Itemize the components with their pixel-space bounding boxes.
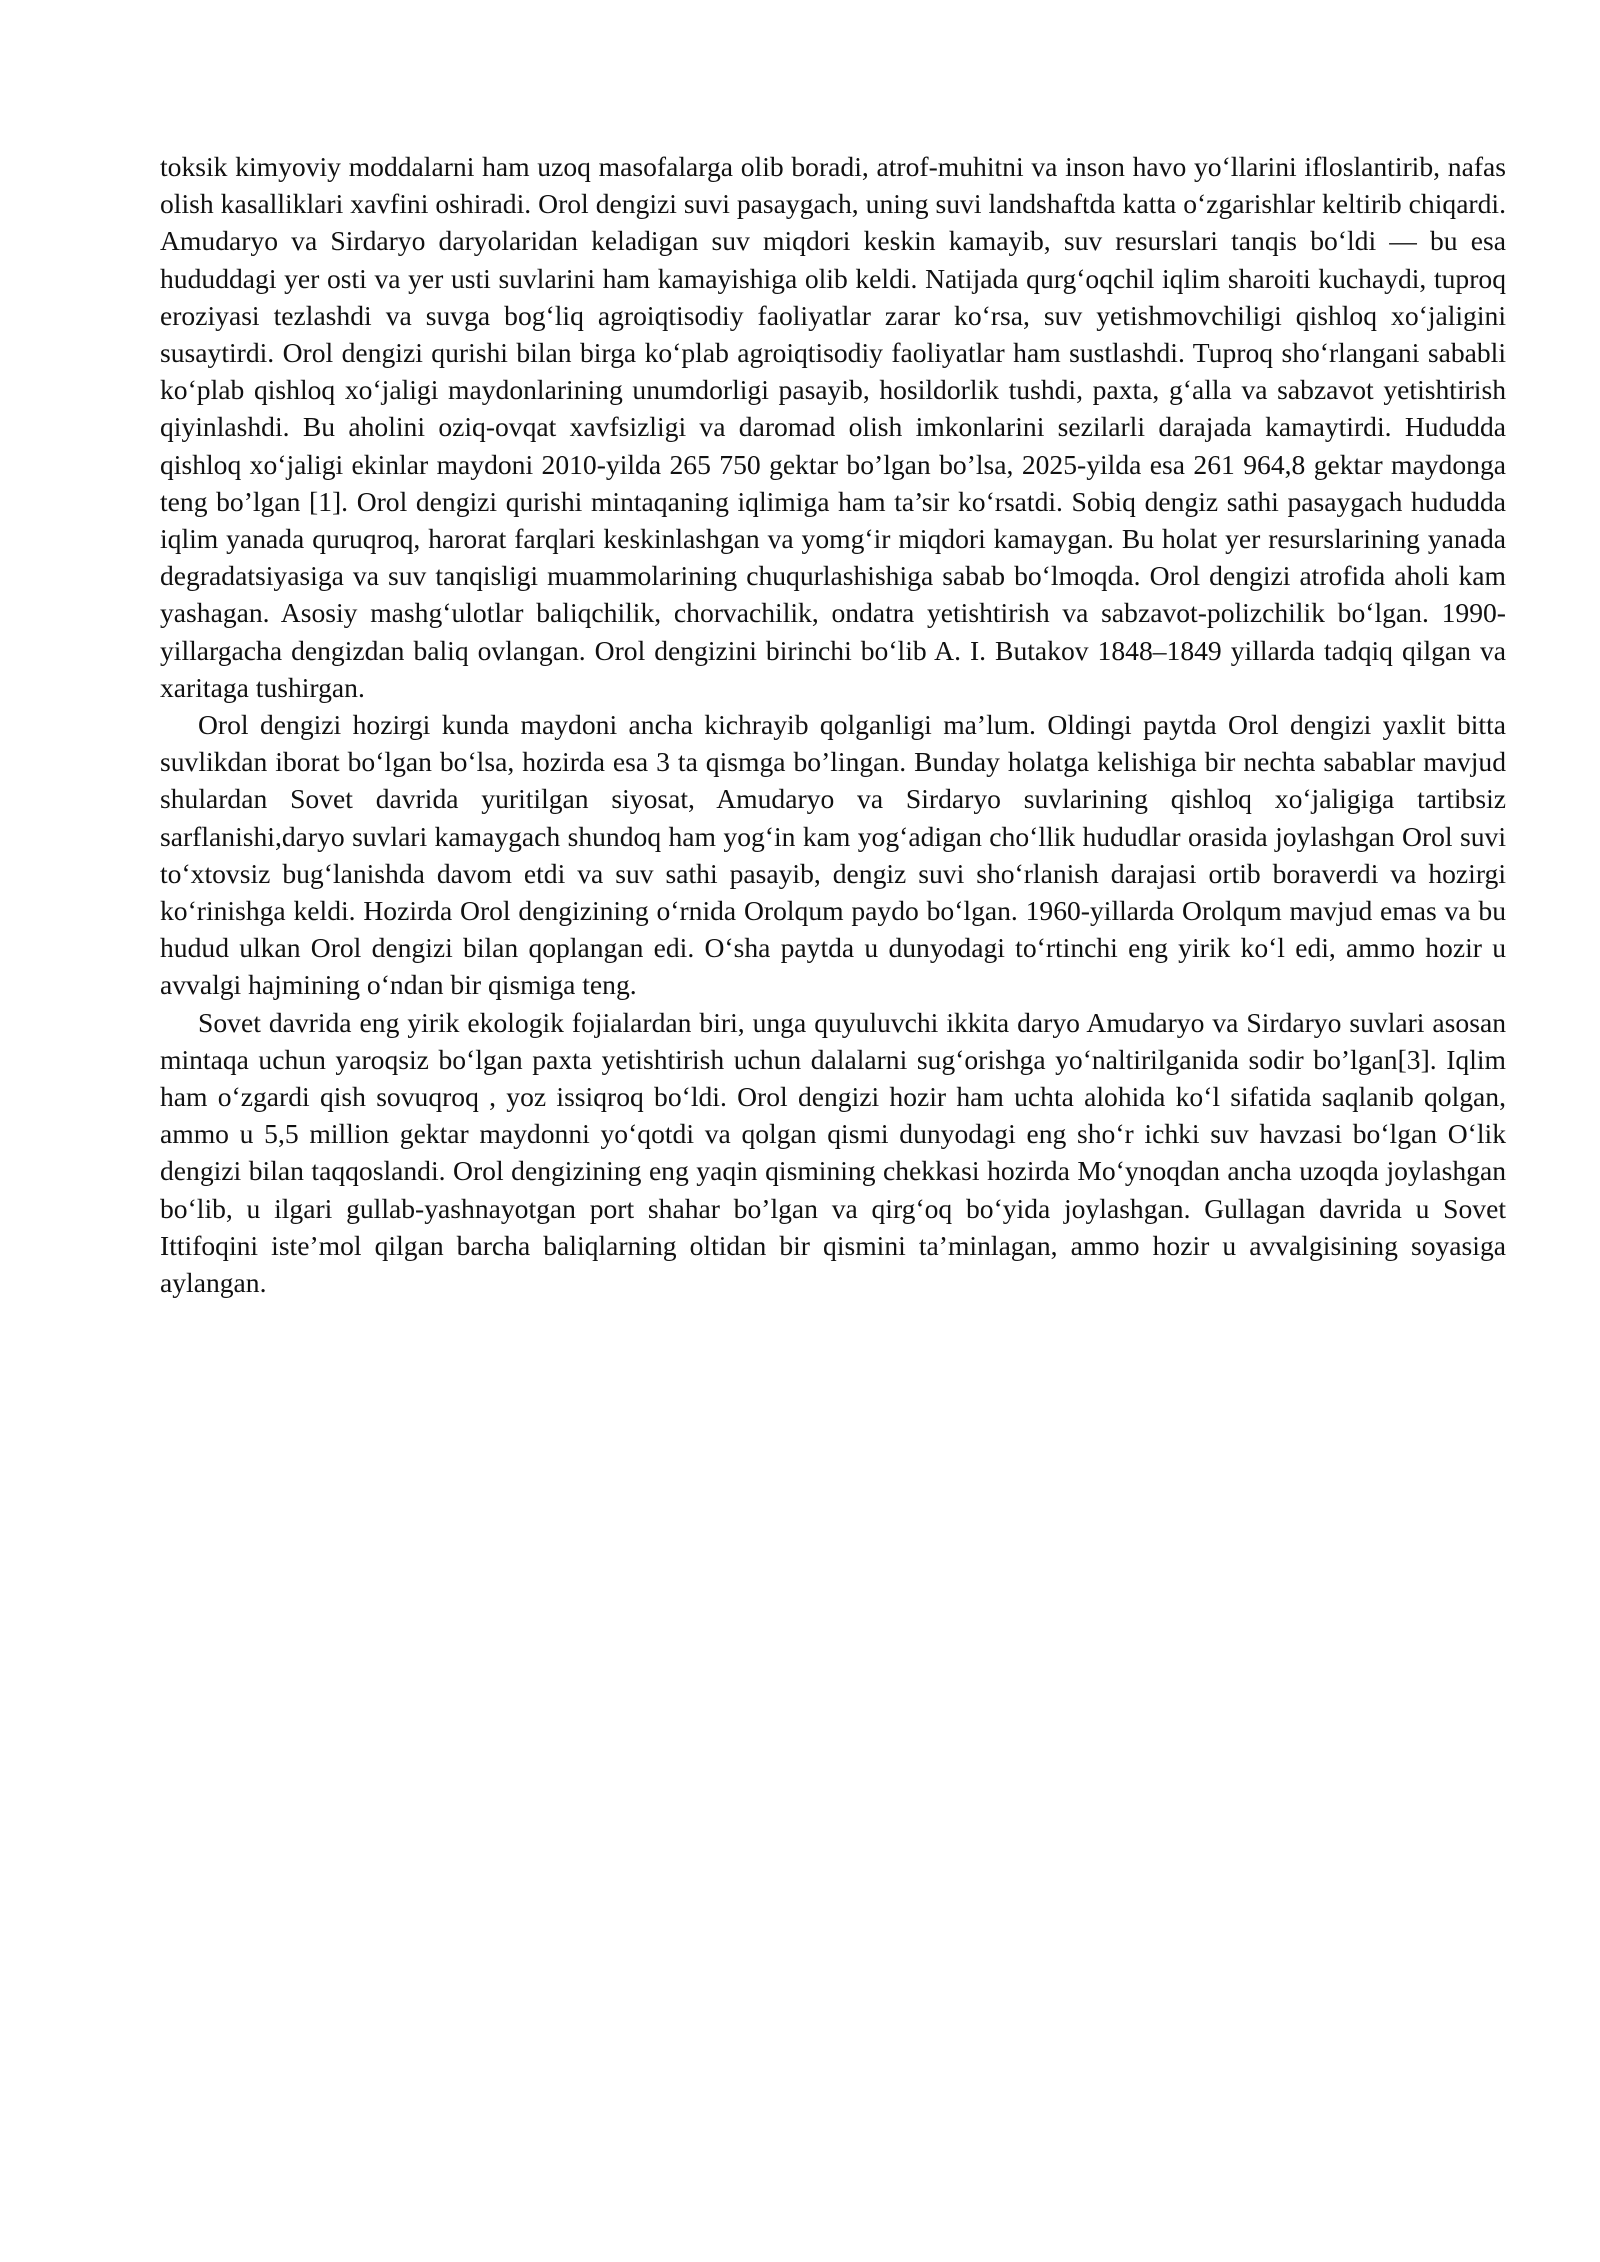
paragraph-aral-sea-division: Orol dengizi hozirgi kunda maydoni ancha kichrayib qolganligi ma’lum. Oldingi paytda Orol dengizi yaxlit bitta suvlikdan iborat bo‘lgan bo‘lsa, hozirda esa 3 ta qismga bo’lingan. Bunday holatga kelishiga bir nechta sabablar mavjud shulardan Sovet davrida yuritilgan siyosat, Amudaryo va Sirdaryo suvlarining qishloq xo‘jaligiga tartibsiz sarflanishi,daryo suvlari kamaygach shundoq ham yog‘in kam yog‘adigan cho‘llik hududlar orasida joylashgan Orol suvi to‘xtovsiz bug‘lanishda davom etdi va suv sathi pasayib, dengiz suvi sho‘rlanish darajasi ortib boraverdi va hozirgi ko‘rinishga keldi. Hozirda Orol dengizining o‘rnida Orolqum paydo bo‘lgan. 1960-yillarda Orolqum mavjud emas va bu hudud ulkan Orol dengizi bilan qoplangan edi. O‘sha paytda u dunyodagi to‘rtinchi eng yirik ko‘l edi, ammo hozir u avvalgi hajmining o‘ndan bir qismiga teng. xyxy=(160,709,1506,1001)
document-body xyxy=(160,148,1506,1301)
paragraph-soviet-era-catastrophe: Sovet davrida eng yirik ekologik fojialardan biri, unga quyuluvchi ikkita daryo Amudaryo va Sirdaryo suvlari asosan mintaqa uchun yaroqsiz bo‘lgan paxta yetishtirish uchun dalalarni sug‘orishga yo‘naltirilganida sodir bo’lgan[3]. Iqlim ham o‘zgardi qish sovuqroq , yoz issiqroq bo‘ldi. Orol dengizi hozir ham uchta alohida ko‘l sifatida saqlanib qolgan, ammo u 5,5 million gektar maydonni yo‘qotdi va qolgan qismi dunyodagi eng sho‘r ichki suv havzasi bo‘lgan O‘lik dengizi bilan taqqoslandi. Orol dengizining eng yaqin qismining chekkasi hozirda Mo‘ynoqdan ancha uzoqda joylashgan bo‘lib, u ilgari gullab-yashnayotgan port shahar bo’lgan va qirg‘oq bo‘yida joylashgan. Gullagan davrida u Sovet Ittifoqini iste’mol qilgan barcha baliqlarning oltidan bir qismini ta’minlagan, ammo hozir u avvalgisining soyasiga aylangan. xyxy=(160,1006,1506,1299)
paragraph-continuation: toksik kimyoviy moddalarni ham uzoq masofalarga olib boradi, atrof-muhitni va inson havo yo‘llarini ifloslantirib, nafas olish kasalliklari xavfini oshiradi. Orol dengizi suvi pasaygach, uning suvi landshaftda katta o‘zgarishlar keltirib chiqardi. Amudaryo va Sirdaryo daryolaridan keladigan suv miqdori keskin kamayib, suv resurslari tanqis bo‘ldi — bu esa hududdagi yer osti va yer usti suvlarini ham kamayishiga olib keldi. Natijada qurg‘oqchil iqlim sharoiti kuchaydi, tuproq eroziyasi tezlashdi va suvga bog‘liq agroiqtisodiy faoliyatlar zarar ko‘rsa, suv yetishmovchiligi qishloq xo‘jaligini susaytirdi. Orol dengizi qurishi bilan birga ko‘plab agroiqtisodiy faoliyatlar ham sustlashdi. Tuproq sho‘rlangani sababli ko‘plab qishloq xo‘jaligi maydonlarining unumdorligi pasayib, hosildorlik tushdi, paxta, g‘alla va sabzavot yetishtirish qiyinlashdi. Bu aholini oziq-ovqat xavfsizligi va daromad olish imkonlarini sezilarli darajada kamaytirdi. Hududda qishloq xo‘jaligi ekinlar maydoni 2010-yilda 265 750 gektar bo’lgan bo’lsa, 2025-yilda esa 261 964,8 gektar maydonga teng bo’lgan [1]. Orol dengizi qurishi mintaqaning iqlimiga ham ta’sir ko‘rsatdi. Sobiq dengiz sathi pasaygach hududda iqlim yanada quruqroq, harorat farqlari keskinlashgan va yomg‘ir miqdori kamaygan. Bu holat yer resurslarining yanada degradatsiyasiga va suv tanqisligi muammolarining chuqurlashishiga sabab bo‘lmoqda. Orol dengizi atrofida aholi kam yashagan. Asosiy mashg‘ulotlar baliqchilik, chorvachilik, ondatra yetishtirish va sabzavot-polizchilik bo‘lgan. 1990-yillargacha dengizdan baliq ovlangan. Orol dengizini birinchi bo‘lib A. I. Butakov 1848–1849 yillarda tadqiq qilgan va xaritaga tushirgan. xyxy=(160,151,1506,703)
